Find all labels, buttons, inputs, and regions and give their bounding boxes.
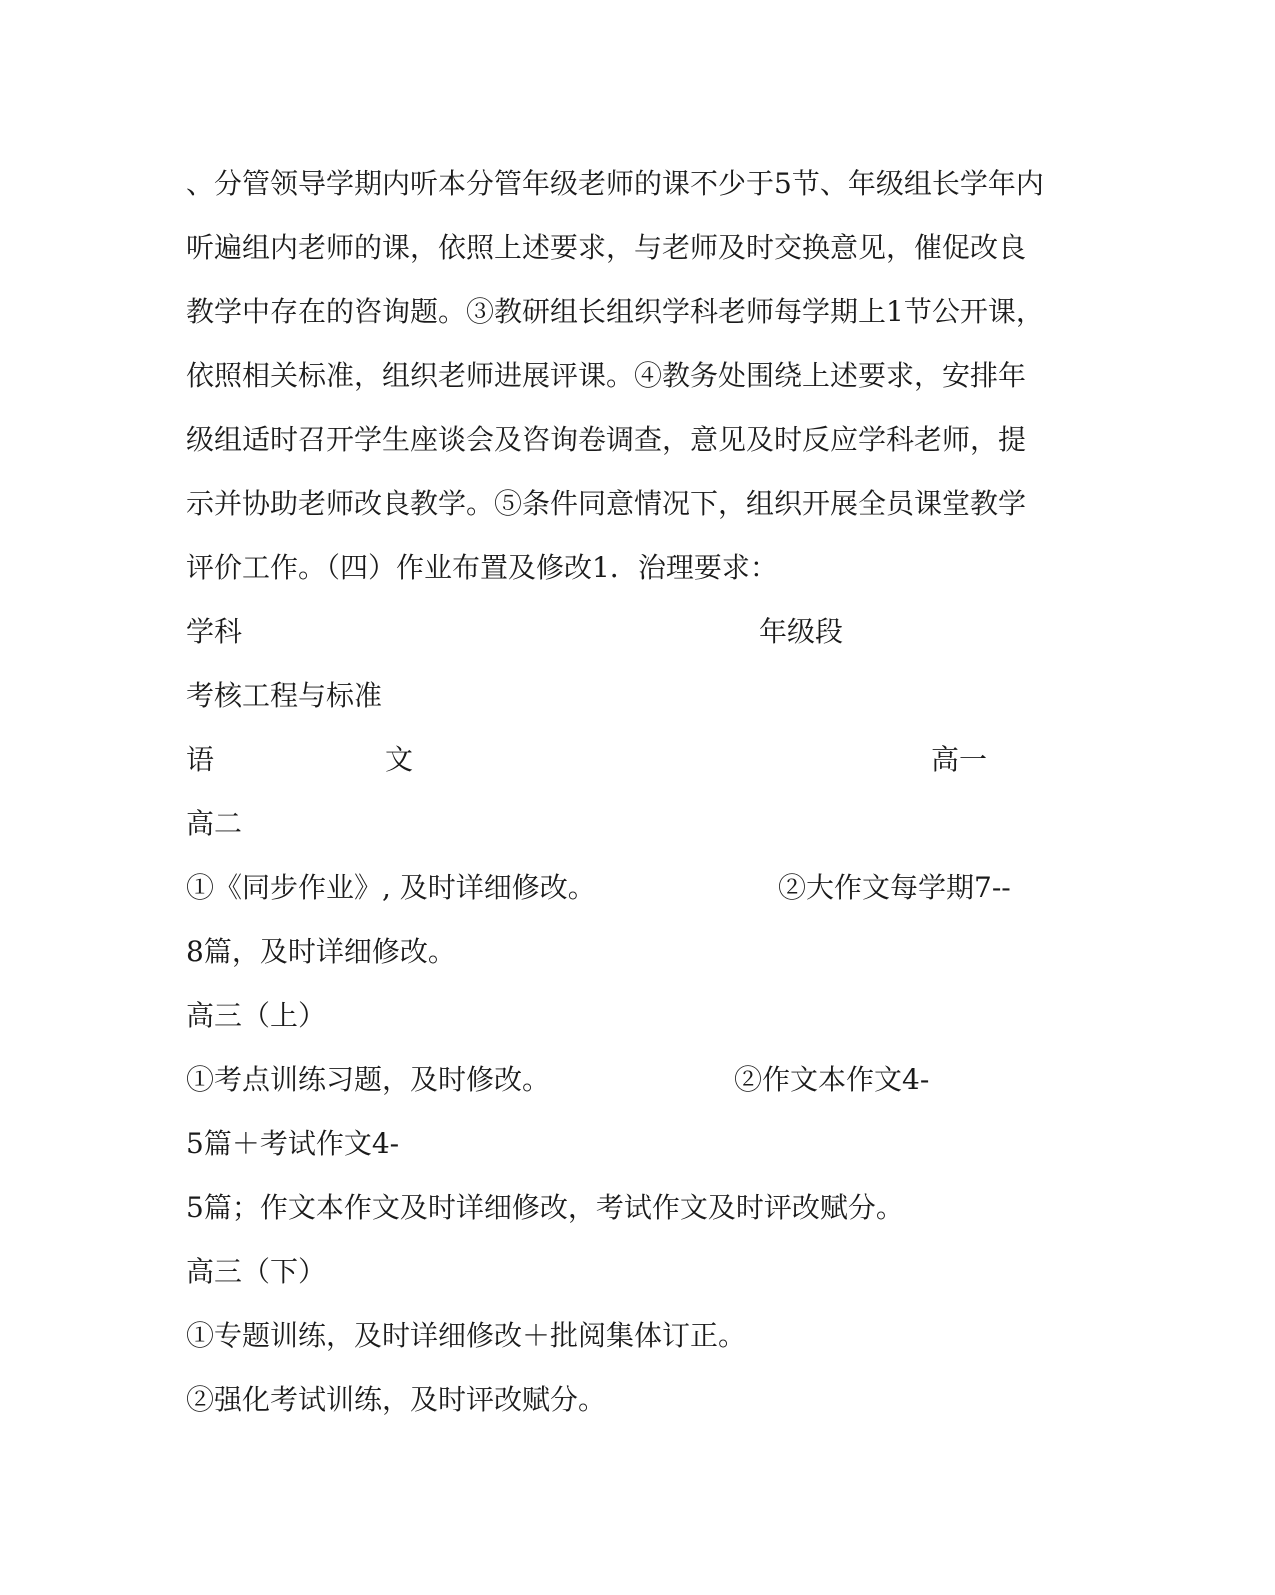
table-header-row xyxy=(186,612,1086,652)
g3u-items-row xyxy=(186,1060,1086,1100)
g3u-item-2b: 5篇＋考试作文4- xyxy=(186,1127,400,1160)
g3d-item-2: ②强化考试训练，及时评改赋分。 xyxy=(186,1383,607,1416)
g12-item-1: ①《同步作业》, 及时详细修改。 xyxy=(186,871,596,904)
grade-2: 高二 xyxy=(186,807,243,840)
paragraph-line-4: 依照相关标准，组织老师进展评课。④教务处围绕上述要求，安排年 xyxy=(186,359,1027,392)
g12-item-2a: ②大作文每学期7-- xyxy=(778,871,1011,904)
paragraph-line-6: 示并协助老师改良教学。⑤条件同意情况下，组织开展全员课堂教学 xyxy=(186,487,1027,520)
header-subject: 学科 xyxy=(186,615,243,648)
paragraph-line-7: 评价工作。（四）作业布置及修改1．治理要求： xyxy=(186,551,778,584)
grade-3-down: 高三（下） xyxy=(186,1255,327,1288)
paragraph-line-1: 、分管领导学期内听本分管年级老师的课不少于5节、年级组长学年内 xyxy=(186,167,1044,200)
g3u-item-2a: ②作文本作文4- xyxy=(734,1063,930,1096)
paragraph-line-5: 级组适时召开学生座谈会及咨询卷调查，意见及时反应学科老师，提 xyxy=(186,423,1027,456)
subject-char-1: 语 xyxy=(186,743,215,776)
header-grade: 年级段 xyxy=(759,615,844,648)
header-criteria: 考核工程与标准 xyxy=(186,679,383,712)
paragraph-line-3: 教学中存在的咨询题。③教研组长组织学科老师每学期上1节公开课， xyxy=(186,295,1044,328)
g3u-item-2c: 5篇；作文本作文及时详细修改，考试作文及时评改赋分。 xyxy=(186,1191,904,1224)
grade-3-up: 高三（上） xyxy=(186,999,327,1032)
subject-char-2: 文 xyxy=(385,743,414,776)
g12-item-2b: 8篇，及时详细修改。 xyxy=(186,935,456,968)
g3d-item-1: ①专题训练，及时详细修改＋批阅集体订正。 xyxy=(186,1319,747,1352)
paragraph-line-2: 听遍组内老师的课，依照上述要求，与老师及时交换意见，催促改良 xyxy=(186,231,1027,264)
g12-items-row xyxy=(186,868,1086,908)
g3u-item-1: ①考点训练习题，及时修改。 xyxy=(186,1063,551,1096)
subject-row xyxy=(186,740,1086,780)
grade-1: 高一 xyxy=(931,743,988,776)
